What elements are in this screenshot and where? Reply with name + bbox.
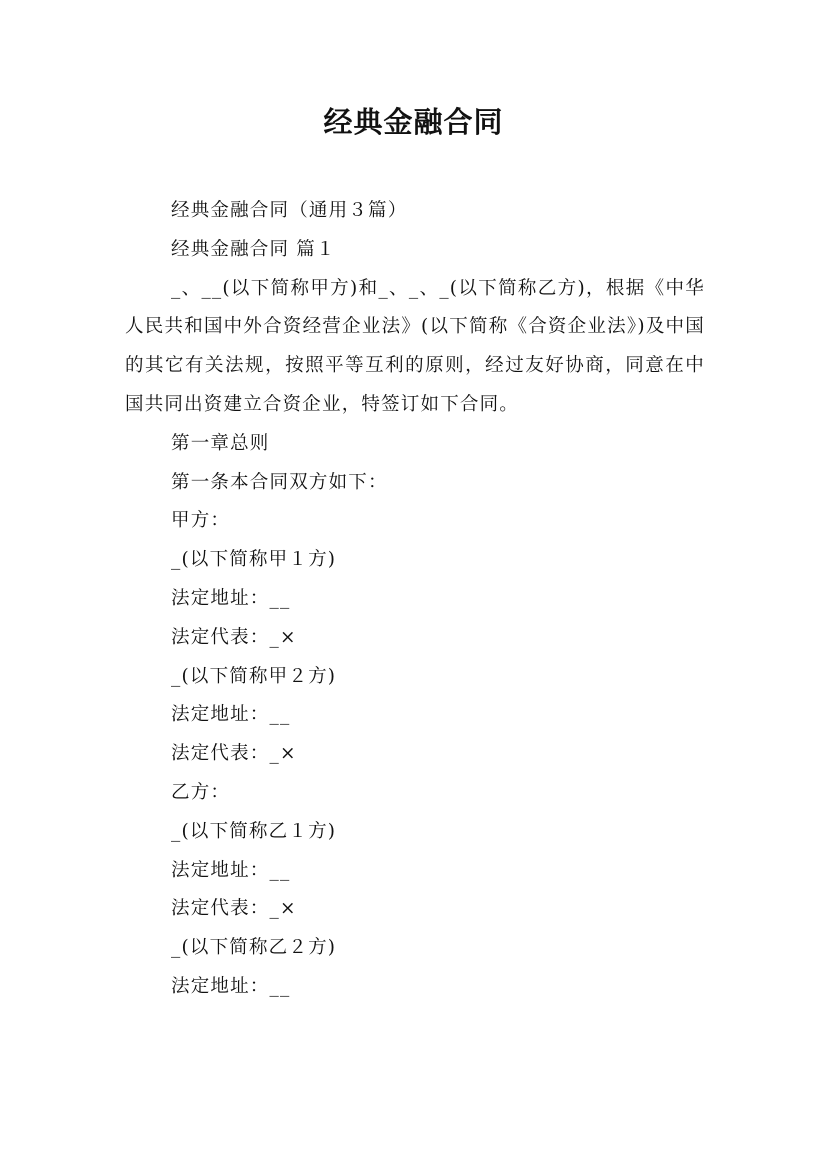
party-b1-address: 法定地址：__: [171, 859, 291, 881]
party-b1-representative: 法定代表：_×: [171, 898, 297, 920]
document-subtitle: 经典金融合同（通用３篇）: [171, 200, 408, 221]
party-b2-address: 法定地址：__: [171, 975, 291, 997]
party-a2-representative: 法定代表：_×: [171, 743, 297, 765]
section-heading: 经典金融合同 篇１: [171, 238, 336, 260]
document-body: [125, 192, 705, 1007]
party-b2-name: _(以下简称乙２方): [171, 937, 337, 959]
party-b1-name: _(以下简称乙１方): [171, 820, 337, 842]
party-a1-name: _(以下简称甲１方): [171, 549, 337, 571]
chapter-title: 第一章总则: [171, 432, 270, 454]
intro-paragraph: _、__(以下简称甲方)和_、_、_(以下简称乙方)，根据《中华人民共和国中外合资经营企业法》(以下简称《合资企业法》)及中国的其它有关法规，按照平等互利的原则，经过友好协商，同意在中国共同出资建立合资企业，特签订如下合同。: [125, 277, 705, 415]
party-a2-name: _(以下简称甲２方): [171, 665, 337, 687]
document-title: 经典金融合同: [323, 105, 504, 139]
party-a2-address: 法定地址：__: [171, 704, 291, 726]
party-b-heading: 乙方：: [171, 781, 231, 803]
party-a-heading: 甲方：: [171, 510, 231, 532]
party-a1-address: 法定地址：__: [171, 587, 291, 609]
article-1: 第一条本合同双方如下：: [171, 471, 388, 493]
party-a1-representative: 法定代表：_×: [171, 626, 297, 648]
